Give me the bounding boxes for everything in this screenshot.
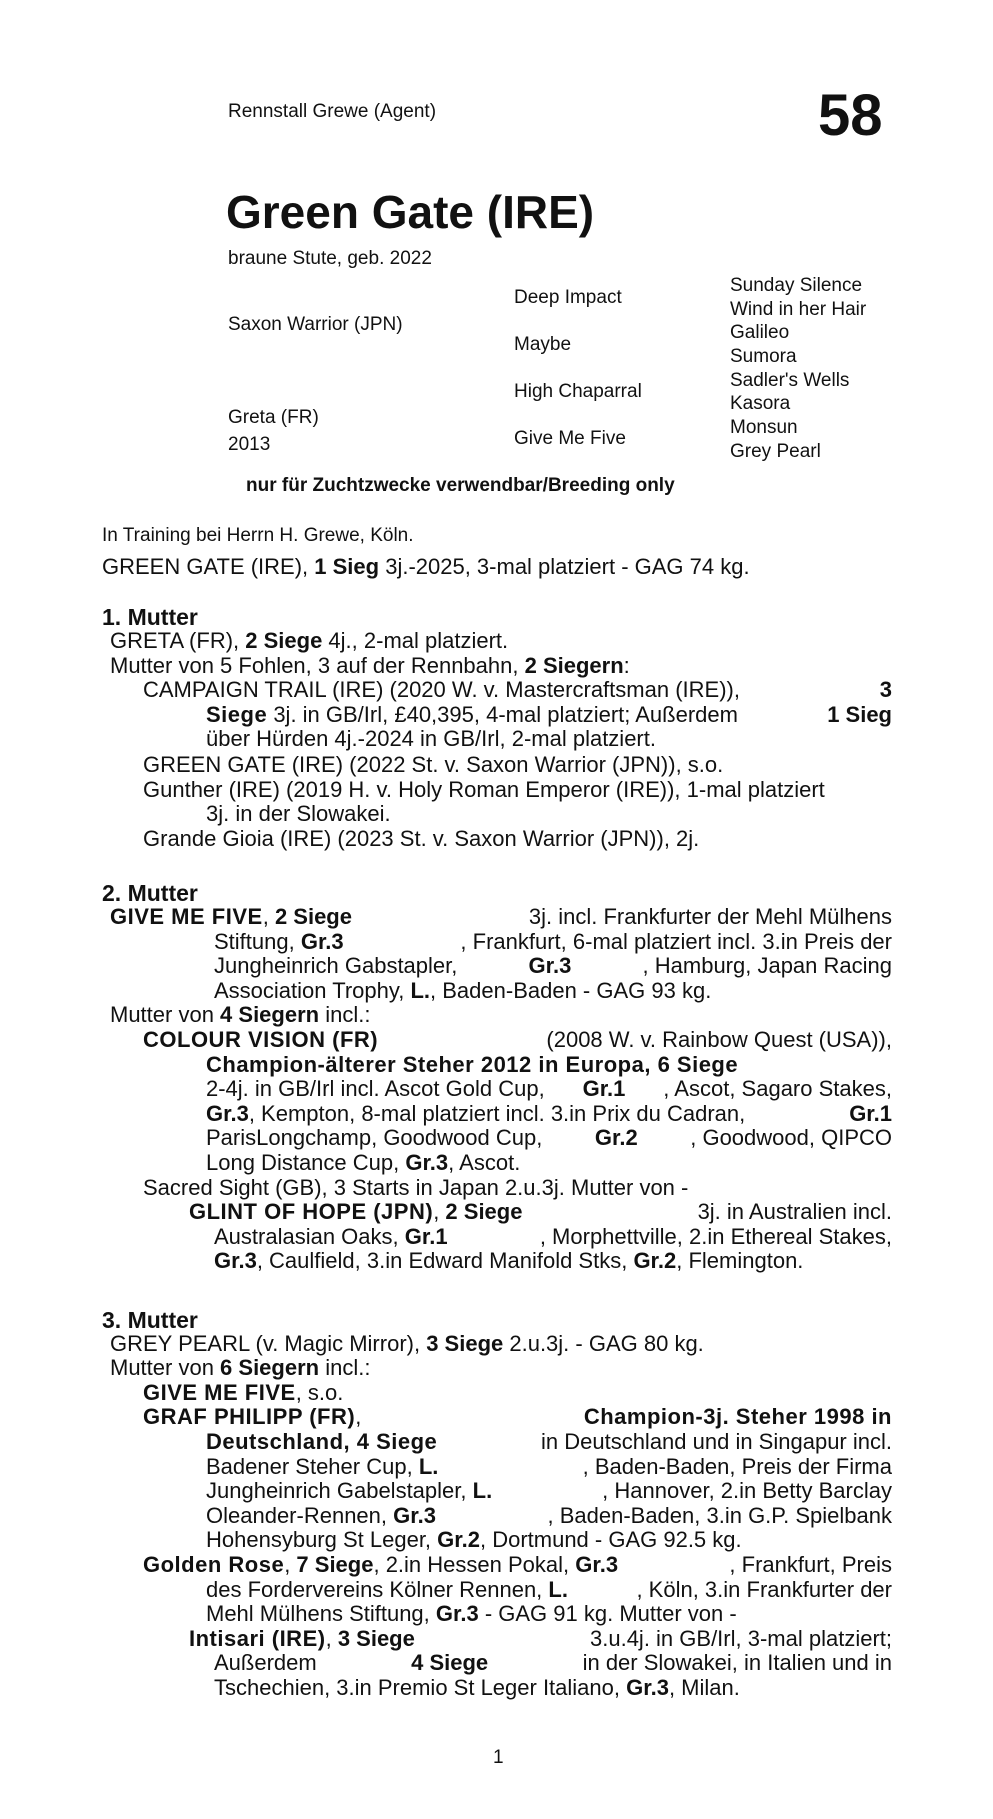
pedigree-great-grandparent: Wind in her Hair — [730, 299, 867, 320]
dam-record-cont: Jungheinrich Gabstapler, Gr.3 , Hamburg, Japan Racing — [214, 953, 892, 978]
pedigree-dam: Greta (FR) — [228, 407, 319, 428]
pedigree-great-grandparent: Sadler's Wells — [730, 370, 850, 391]
produce-summary: Mutter von 4 Siegern incl.: — [110, 1002, 371, 1027]
dam-record: GIVE ME FIVE, 2 Siege 3j. incl. Frankfurter der Mehl Mülhens — [110, 904, 892, 929]
offspring-entry-cont: des Fordervereins Kölner Rennen, L. , Köln, 3.in Frankfurter der — [206, 1577, 892, 1602]
dam-record-cont: Association Trophy, L., Baden-Baden - GAG 93 kg. — [214, 978, 712, 1003]
offspring-entry: GRAF PHILIPP (FR), Champion-3j. Steher 1998 in — [143, 1404, 892, 1429]
offspring-entry-cont: Long Distance Cup, Gr.3, Ascot. — [206, 1150, 521, 1175]
offspring-entry-cont: Deutschland, 4 Siege in Deutschland und in Singapur incl. — [206, 1429, 892, 1454]
pedigree-great-grandparent: Monsun — [730, 417, 798, 438]
offspring-entry-cont: Hohensyburg St Leger, Gr.2, Dortmund - GAG 92.5 kg. — [206, 1527, 742, 1552]
trainer-line: In Training bei Herrn H. Grewe, Köln. — [102, 525, 414, 546]
offspring-entry-cont: über Hürden 4j.-2024 in GB/Irl, 2-mal platziert. — [206, 726, 656, 751]
race-record: GREEN GATE (IRE), 1 Sieg 3j.-2025, 3-mal platziert - GAG 74 kg. — [102, 554, 750, 579]
produce-summary: Mutter von 6 Siegern incl.: — [110, 1355, 371, 1380]
lot-number: 58 — [818, 83, 883, 148]
pedigree-sire: Saxon Warrior (JPN) — [228, 314, 403, 335]
offspring-entry: Sacred Sight (GB), 3 Starts in Japan 2.u.3j. Mutter von - — [143, 1175, 689, 1200]
grand-offspring-entry-cont: Außerdem 4 Siege in der Slowakei, in Italien und in — [214, 1650, 892, 1675]
pedigree-grandparent: High Chaparral — [514, 381, 642, 402]
produce-summary: Mutter von 5 Fohlen, 3 auf der Rennbahn, 2 Siegern: — [110, 653, 630, 678]
pedigree-great-grandparent: Sunday Silence — [730, 275, 863, 296]
pedigree-grandparent: Deep Impact — [514, 287, 622, 308]
section-heading: 2. Mutter — [102, 880, 198, 906]
offspring-entry: GREEN GATE (IRE) (2022 St. v. Saxon Warrior (JPN)), s.o. — [143, 752, 724, 777]
pedigree-grandparent: Give Me Five — [514, 428, 626, 449]
pedigree-great-grandparent: Grey Pearl — [730, 441, 821, 462]
offspring-entry-cont: Oleander-Rennen, Gr.3 , Baden-Baden, 3.in G.P. Spielbank — [206, 1503, 892, 1528]
pedigree-great-grandparent: Galileo — [730, 322, 790, 343]
page-number: 1 — [493, 1747, 504, 1768]
offspring-entry-cont: ParisLongchamp, Goodwood Cup, Gr.2 , Goodwood, QIPCO — [206, 1125, 892, 1150]
horse-name: Green Gate (IRE) — [226, 186, 595, 238]
offspring-entry-cont: Siege 3j. in GB/Irl, £40,395, 4-mal platziert; Außerdem 1 Sieg — [206, 702, 892, 727]
horse-description: braune Stute, geb. 2022 — [228, 248, 432, 269]
dam-record-cont: Stiftung, Gr.3 , Frankfurt, 6-mal platziert incl. 3.in Preis der — [214, 929, 892, 954]
offspring-entry: Grande Gioia (IRE) (2023 St. v. Saxon Warrior (JPN)), 2j. — [143, 826, 700, 851]
section-heading: 1. Mutter — [102, 604, 198, 630]
breeding-notice: nur für Zuchtzwecke verwendbar/Breeding only — [246, 475, 675, 496]
offspring-entry-cont: 2-4j. in GB/Irl incl. Ascot Gold Cup, Gr.1 , Ascot, Sagaro Stakes, — [206, 1076, 892, 1101]
grand-offspring-entry: GLINT OF HOPE (JPN), 2 Siege 3j. in Australien incl. — [189, 1199, 892, 1224]
offspring-entry: Gunther (IRE) (2019 H. v. Holy Roman Emperor (IRE)), 1-mal platziert — [143, 777, 825, 802]
grand-offspring-entry-cont: Tschechien, 3.in Premio St Leger Italiano, Gr.3, Milan. — [214, 1675, 740, 1700]
grand-offspring-entry-cont: Australasian Oaks, Gr.1 , Morphettville, 2.in Ethereal Stakes, — [214, 1224, 892, 1249]
offspring-entry-cont: Gr.3, Kempton, 8-mal platziert incl. 3.in Prix du Cadran, Gr.1 — [206, 1101, 892, 1126]
pedigree-grandparent: Maybe — [514, 334, 572, 355]
stable-name: Rennstall Grewe (Agent) — [228, 101, 437, 122]
offspring-entry-cont: Champion-älterer Steher 2012 in Europa, 6 Siege — [206, 1052, 739, 1077]
pedigree-great-grandparent: Kasora — [730, 393, 791, 414]
offspring-entry: CAMPAIGN TRAIL (IRE) (2020 W. v. Mastercraftsman (IRE)), 3 — [143, 677, 892, 702]
grand-offspring-entry: Intisari (IRE), 3 Siege 3.u.4j. in GB/Irl, 3-mal platziert; — [189, 1626, 892, 1651]
offspring-entry-cont: Mehl Mülhens Stiftung, Gr.3 - GAG 91 kg. Mutter von - — [206, 1601, 737, 1626]
pedigree-dam-year: 2013 — [228, 434, 271, 455]
offspring-entry: GIVE ME FIVE, s.o. — [143, 1380, 344, 1405]
offspring-entry-cont: Badener Steher Cup, L. , Baden-Baden, Preis der Firma — [206, 1454, 892, 1479]
dam-record: GRETA (FR), 2 Siege 4j., 2-mal platziert. — [110, 628, 509, 653]
offspring-entry-cont: Jungheinrich Gabelstapler, L. , Hannover, 2.in Betty Barclay — [206, 1478, 892, 1503]
offspring-entry: Golden Rose, 7 Siege, 2.in Hessen Pokal, Gr.3 , Frankfurt, Preis — [143, 1552, 892, 1577]
pedigree-great-grandparent: Sumora — [730, 346, 797, 367]
dam-record: GREY PEARL (v. Magic Mirror), 3 Siege 2.u.3j. - GAG 80 kg. — [110, 1331, 704, 1356]
offspring-entry: COLOUR VISION (FR) (2008 W. v. Rainbow Quest (USA)), — [143, 1027, 892, 1052]
grand-offspring-entry-cont: Gr.3, Caulfield, 3.in Edward Manifold Stks, Gr.2, Flemington. — [214, 1248, 804, 1273]
offspring-entry-cont: 3j. in der Slowakei. — [206, 801, 391, 826]
section-heading: 3. Mutter — [102, 1307, 198, 1333]
